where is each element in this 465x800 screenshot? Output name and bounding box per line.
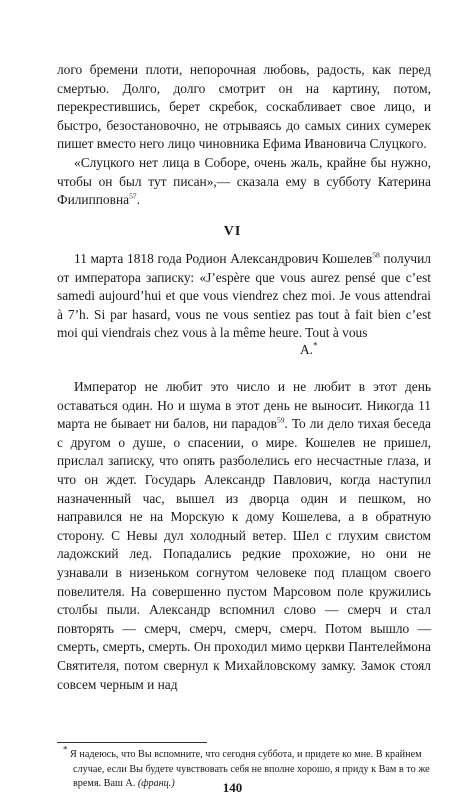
footnote-reference: 58	[372, 250, 380, 260]
paragraph	[57, 154, 431, 210]
footnote-reference: 57	[129, 191, 137, 201]
paragraph: лого бремени плоти, непорочная любовь, радость, как перед смертью. Долго, долго смотрит он на картину, потом, перекрестившись, берет скребок, соскабливает свое лицо, и быстро, безостановочно, не отрываясь до самых синих сумерек пишет вместо него лицо чиновника Ефима Ивановича Слуцкого.	[57, 62, 431, 152]
paragraph-text: «Слуцкого нет лица в Соборе, очень жаль, крайне бы нужно, чтобы он был тут писан»,— сказала ему в субботу Катерина Филипповна	[57, 155, 431, 208]
footnote-reference: 59	[276, 415, 285, 425]
letter-signature	[300, 342, 318, 358]
paragraph-text: Император не любит это число и не любит в этот день оставаться один. Но и шума в этот день не выносит. Никогда 11 марта не бывает ни балов, ни парадов	[57, 379, 431, 432]
page-number: 140	[222, 780, 243, 795]
paragraph-text: 11 марта 1818 года Родион Александрович Кошелев	[74, 251, 373, 266]
paragraph-text: . То ли дело тихая беседа с другом о душе, о спасении, о мире. Кошелев не пришел, прислал записку, что опять разболелись его несчастные глаза, и что он ждет. Государь Александр Павлович, когда наступил назначенный час, вышел из дворца один и пешком, но направился не на Морскую к дому Кошелева, а в обратную сторону. С Невы дул холодный ветер. Шел с глухим свистом ладожский лед. Попадались редкие прохожие, но они не узнавали в низеньком согнутом человеке под плащом своего повелителя. На совершенно пустом Марсовом поле кружились столбы пыли. Александр вспомнил слово — смерч и стал повторять — смерч, смерч, смерч, смерч. Потом вышло — смерть, смерть, смерть. Он проходил мимо церкви Пантелеймона Святителя, потом свернул к Михайловскому замку. Замок стоял совсем черным и над	[57, 416, 432, 692]
footnote-reference: *	[313, 340, 318, 351]
paragraph	[57, 378, 431, 694]
footnote-marker: *	[63, 744, 68, 755]
chapter-heading: VI	[223, 224, 242, 239]
footnote-text: Я надеюсь, что Вы вспомните, что сегодня суббота, и придете ко мне. В крайнем случае, если Вы будете чувствовать себя не вполне хорошо, я приду к Вам в то же время. Ваш А.	[70, 749, 430, 790]
signature-text: А.	[300, 342, 314, 357]
paragraph	[57, 250, 431, 343]
paragraph-text: .	[136, 192, 140, 208]
footnote-divider	[57, 742, 207, 743]
footnote-language-note: (франц.)	[137, 778, 175, 790]
paragraph-text: получил от императора записку: «J’espère que vous aurez pensé que c’est samedi aujourd’hui et que vous viendrez chez moi. Je vous attendrai à 7’h. Si par hasard, vous ne vous sentiez pas tout à fait bien c’est moi qui viendrais chez vous à la même heure. Tout à vous	[57, 251, 431, 341]
